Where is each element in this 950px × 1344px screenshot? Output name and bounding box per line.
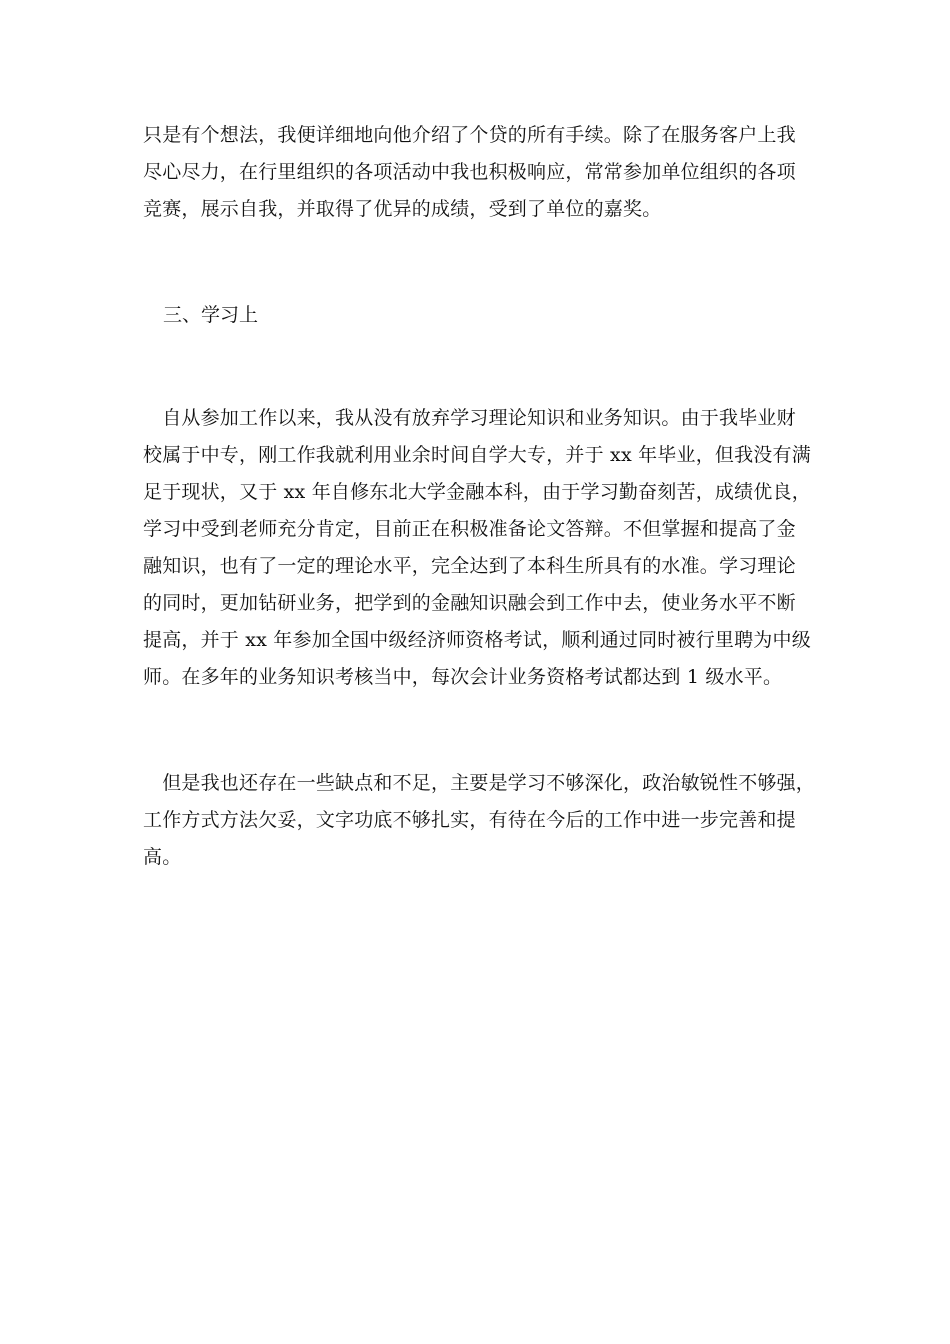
paragraph-line: 师。在多年的业务知识考核当中，每次会计业务资格考试都达到 1 级水平。	[143, 666, 783, 688]
paragraph-line: 校属于中专，刚工作我就利用业余时间自学大专，并于 xx 年毕业，但我没有满	[143, 444, 811, 466]
paragraph-line: 只是有个想法，我便详细地向他介绍了个贷的所有手续。除了在服务客户上我	[143, 124, 796, 146]
paragraph-service	[143, 117, 815, 228]
paragraph-study	[143, 400, 815, 696]
paragraph-line: 足于现状，又于 xx 年自修东北大学金融本科，由于学习勤奋刻苦，成绩优良，	[143, 481, 811, 503]
section-heading: 三、学习上	[163, 304, 259, 326]
paragraph-line: 尽心尽力，在行里组织的各项活动中我也积极响应，常常参加单位组织的各项	[143, 161, 796, 183]
paragraph-line: 但是我也还存在一些缺点和不足，主要是学习不够深化，政治敏锐性不够强，	[143, 772, 816, 794]
paragraph-line: 工作方式方法欠妥，文字功底不够扎实，有待在今后的工作中进一步完善和提	[143, 809, 796, 831]
paragraph-line: 学习中受到老师充分肯定，目前正在积极准备论文答辩。不但掌握和提高了金	[143, 518, 796, 540]
paragraph-line: 竞赛，展示自我，并取得了优异的成绩，受到了单位的嘉奖。	[143, 198, 662, 220]
paragraph-line: 融知识，也有了一定的理论水平，完全达到了本科生所具有的水准。学习理论	[143, 555, 796, 577]
paragraph-line: 提高，并于 xx 年参加全国中级经济师资格考试，顺利通过同时被行里聘为中级	[143, 629, 811, 651]
paragraph-line: 自从参加工作以来，我从没有放弃学习理论知识和业务知识。由于我毕业财	[143, 407, 796, 429]
paragraph-line: 高。	[143, 846, 182, 868]
paragraph-line: 的同时，更加钻研业务，把学到的金融知识融会到工作中去，使业务水平不断	[143, 592, 796, 614]
paragraph-shortcomings	[143, 765, 815, 876]
